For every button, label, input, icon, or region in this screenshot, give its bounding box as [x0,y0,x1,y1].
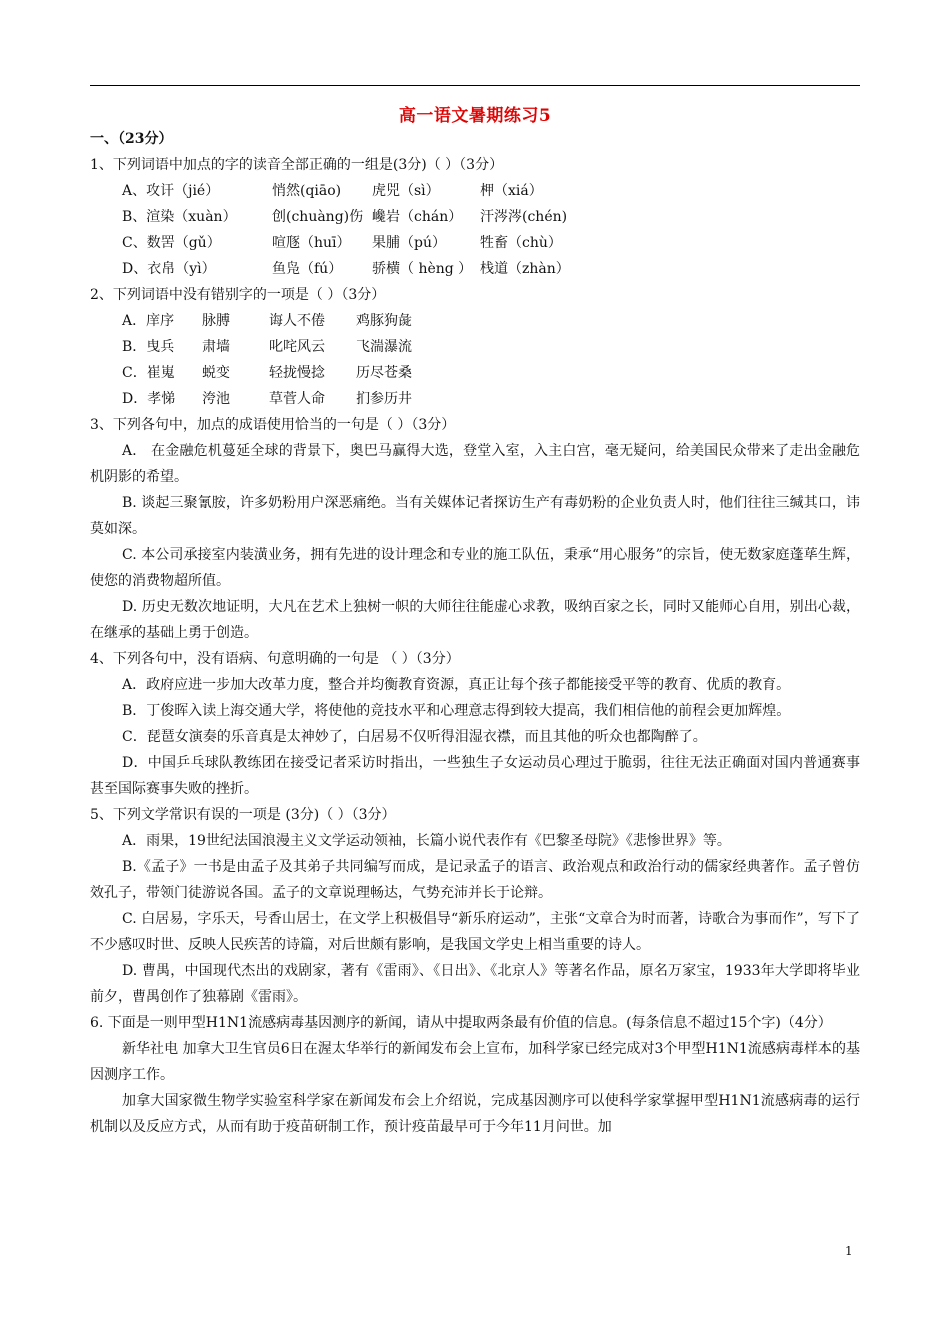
option-item: 悄然(qiāo) [272,183,342,199]
option-item: 喧豗（huī） [272,235,351,251]
option-item: 肃墙 [202,339,230,355]
option-item: D、衣帛（yì） [122,261,216,277]
option-item: 飞湍瀑流 [356,339,412,355]
question-5-stem: 5、下列文学常识有误的一项是 (3分)（ ）（3分） [90,807,396,823]
section-heading: 一、（23分） [90,131,173,147]
option-item: B．曳兵 [122,339,175,355]
question-2-option-a [90,308,860,334]
option-item: 牲畜（chù） [480,235,562,251]
option-item: 洿池 [202,391,230,407]
option-item: 草菅人命 [269,391,325,407]
page-number: 1 [845,1244,853,1258]
question-4-option-d: D．中国乒乓球队教练团在接受记者采访时指出，一些独生子女运动员心理过于脆弱，往往无法正确面对国内普通赛事甚至国际赛事失败的挫折。 [90,755,860,797]
question-4-stem: 4、下列各句中，没有语病、句意明确的一句是 （ ）（3分） [90,651,460,667]
option-item: 蜕变 [202,365,230,381]
question-3-option-c: C. 本公司承接室内装潢业务，拥有先进的设计理念和专业的施工队伍，秉承“用心服务”的宗旨，使无数家庭蓬荜生辉，使您的消费物超所值。 [90,547,860,589]
question-2-option-b [90,334,860,360]
question-4-option-a: A．政府应进一步加大改革力度，整合并均衡教育资源，真正让每个孩子都能接受平等的教育、优质的教育。 [122,677,791,693]
option-item: 栈道（zhàn） [480,261,570,277]
option-item: C．崔嵬 [122,365,175,381]
question-1-option-d [90,256,860,282]
option-item: 历尽苍桑 [356,365,412,381]
question-6-news-paragraph-1: 新华社电 加拿大卫生官员6日在渥太华举行的新闻发布会上宣布，加科学家已经完成对3个甲型H1N1流感病毒样本的基因测序工作。 [90,1041,860,1083]
question-4-option-c: C．琵琶女演奏的乐音真是太神妙了，白居易不仅听得泪湿衣襟，而且其他的听众也都陶醉了。 [122,729,707,745]
question-2-option-c [90,360,860,386]
question-6-stem: 6. 下面是一则甲型H1N1流感病毒基因测序的新闻，请从中提取两条最有价值的信息。(每条信息不超过15个字)（4分） [90,1015,832,1031]
question-4-option-b: B．丁俊晖入读上海交通大学，将使他的竞技水平和心理意志得到较大提高，我们相信他的前程会更加辉煌。 [122,703,791,719]
question-5-option-c: C. 白居易，字乐天，号香山居士，在文学上积极倡导“新乐府运动”，主张“文章合为时而著，诗歌合为事而作”，写下了不少感叹时世、反映人民疾苦的诗篇，对后世颇有影响，是我国文学史上相当重要的诗人。 [90,911,860,953]
option-item: 鱼凫（fú） [272,261,343,277]
header-rule [90,85,860,86]
option-item: 果脯（pú） [372,235,446,251]
question-3-option-d: D. 历史无数次地证明，大凡在艺术上独树一帜的大师往往能虚心求教，吸纳百家之长，同时又能师心自用，别出心裁，在继承的基础上勇于创造。 [90,599,860,641]
option-item: 扪参历井 [356,391,412,407]
option-item: 鸡豚狗彘 [356,313,412,329]
option-item: 巉岩（chán） [372,209,463,225]
option-item: 柙（xiá） [480,183,543,199]
page-title: 高一语文暑期练习5 [398,106,552,126]
option-item: 轻拢慢捻 [269,365,325,381]
question-5-option-a: A．雨果，19世纪法国浪漫主义文学运动领袖，长篇小说代表作有《巴黎圣母院》《悲惨世界》等。 [122,833,731,849]
option-item: C、数罟（gǔ） [122,235,221,251]
option-item: A．庠序 [122,313,175,329]
option-item: B、渲染（xuàn） [122,209,237,225]
question-2-stem: 2、下列词语中没有错别字的一项是（ ）（3分） [90,287,386,303]
option-item: 诲人不倦 [269,313,325,329]
option-item: 汗涔涔(chén) [480,209,568,225]
option-item: A、攻讦（jié） [122,183,220,199]
question-3-option-a: A． 在金融危机蔓延全球的背景下，奥巴马赢得大选，登堂入室，入主白宫，毫无疑问，给美国民众带来了走出金融危机阴影的希望。 [90,443,860,485]
option-item: 骄横（ hèng ） [372,261,473,277]
question-2-option-d [90,386,860,412]
question-1-option-b [90,204,860,230]
option-item: D．孝悌 [122,391,176,407]
option-item: 虎兕（sì） [372,183,440,199]
document-body [90,126,860,1140]
question-1-stem: 1、下列词语中加点的字的读音全部正确的一组是(3分)（ ）（3分） [90,157,504,173]
question-5-option-b: B.《孟子》一书是由孟子及其弟子共同编写而成，是记录孟子的语言、政治观点和政治行动的儒家经典著作。孟子曾仿效孔子，带领门徒游说各国。孟子的文章说理畅达，气势充沛并长于论辩。 [90,859,860,901]
question-6-news-paragraph-2: 加拿大国家微生物学实验室科学家在新闻发布会上介绍说，完成基因测序可以使科学家掌握甲型H1N1流感病毒的运行机制以及反应方式，从而有助于疫苗研制工作，预计疫苗最早可于今年11月问世。加 [90,1093,860,1135]
option-item: 创(chuàng)伤 [272,209,364,225]
question-3-stem: 3、下列各句中，加点的成语使用恰当的一句是（ ）（3分） [90,417,456,433]
option-item: 脉膊 [202,313,230,329]
question-1-option-a [90,178,860,204]
question-1-option-c [90,230,860,256]
question-5-option-d: D. 曹禺，中国现代杰出的戏剧家，著有《雷雨》、《日出》、《北京人》等著名作品，原名万家宝，1933年大学即将毕业前夕，曹禺创作了独幕剧《雷雨》。 [90,963,860,1005]
option-item: 叱咤风云 [269,339,325,355]
question-3-option-b: B. 谈起三聚氰胺，许多奶粉用户深恶痛绝。当有关媒体记者探访生产有毒奶粉的企业负责人时，他们往往三缄其口，讳莫如深。 [90,495,860,537]
